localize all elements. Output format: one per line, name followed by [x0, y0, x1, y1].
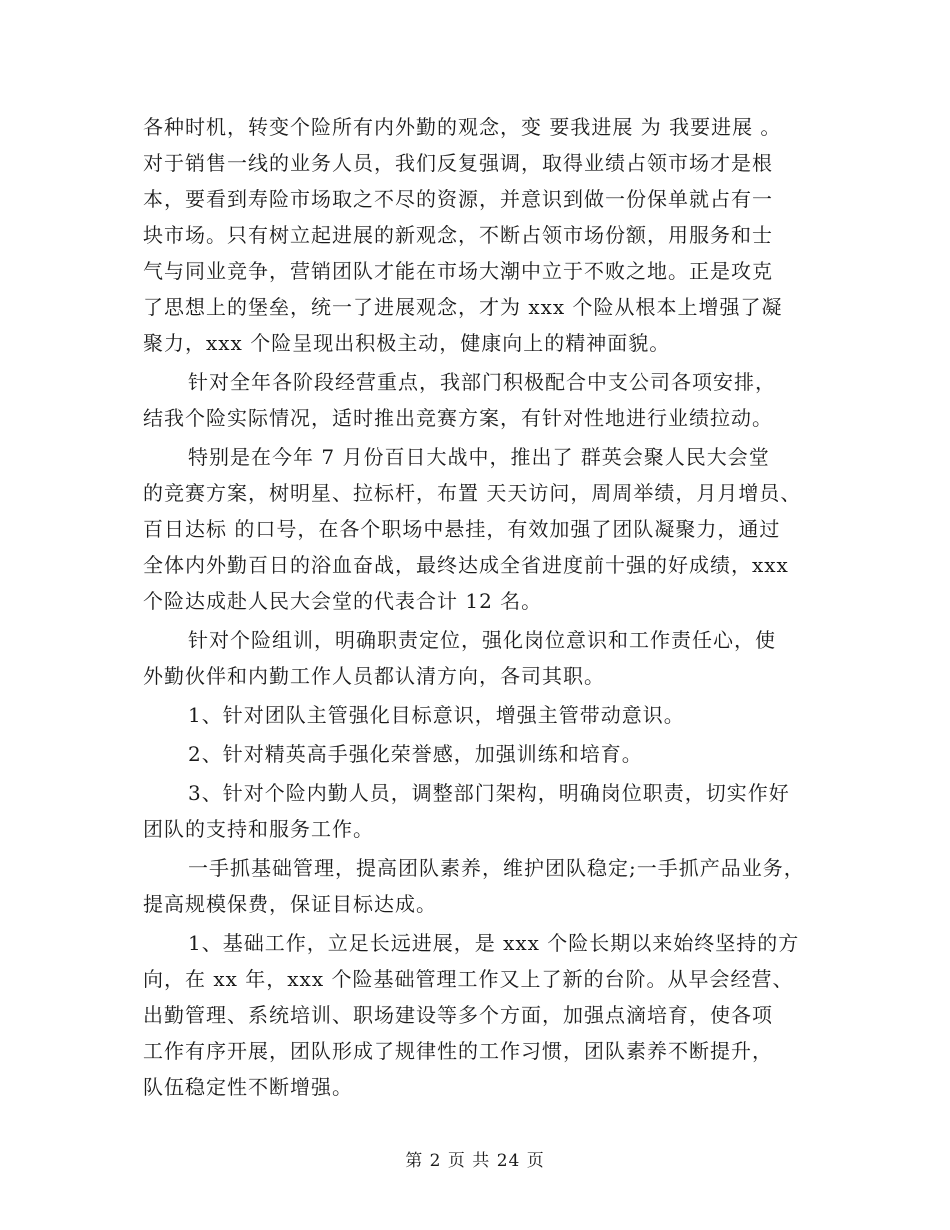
text-line: 出勤管理、系统培训、职场建设等多个方面，加强点滴培育，使各项	[143, 1003, 773, 1027]
text-line: 向，在 xx 年，xxx 个险基础管理工作又上了新的台阶。从早会经营、	[143, 967, 794, 991]
text-line: 提高规模保费，保证目标达成。	[143, 892, 437, 916]
text-line: 百日达标 的口号，在各个职场中悬挂，有效加强了团队凝聚力，通过	[143, 517, 781, 541]
text-line: 了思想上的堡垒，统一了进展观念，才为 xxx 个险从根本上增强了凝	[143, 295, 783, 319]
text-line: 聚力，xxx 个险呈现出积极主动，健康向上的精神面貌。	[143, 331, 671, 355]
text-line: 个险达成赴人民大会堂的代表合计 12 名。	[143, 589, 543, 613]
text-line: 本，要看到寿险市场取之不尽的资源，并意识到做一份保单就占有一	[143, 187, 773, 211]
text-line: 全体内外勤百日的浴血奋战，最终达成全省进度前十强的好成绩，xxx	[143, 553, 789, 577]
text-line: 特别是在今年 7 月份百日大战中，推出了 群英会聚人民大会堂	[188, 445, 770, 469]
text-line: 队伍稳定性不断增强。	[143, 1075, 353, 1099]
text-line: 结我个险实际情况，适时推出竞赛方案，有针对性地进行业绩拉动。	[143, 406, 773, 430]
text-line: 2、针对精英高手强化荣誉感，加强训练和培育。	[188, 742, 643, 766]
text-line: 针对个险组训，明确职责定位，强化岗位意识和工作责任心，使	[188, 628, 776, 652]
text-line: 的竞赛方案，树明星、拉标杆，布置 天天访问，周周举绩，月月增员、	[143, 481, 802, 505]
text-line: 针对全年各阶段经营重点，我部门积极配合中支公司各项安排，	[188, 370, 776, 394]
text-line: 1、基础工作，立足长远进展，是 xxx 个险长期以来始终坚持的方	[188, 931, 800, 955]
text-line: 1、针对团队主管强化目标意识，增强主管带动意识。	[188, 703, 685, 727]
text-line: 工作有序开展，团队形成了规律性的工作习惯，团队素养不断提升，	[143, 1039, 773, 1063]
text-line: 外勤伙伴和内勤工作人员都认清方向，各司其职。	[143, 664, 605, 688]
text-line: 一手抓基础管理，提高团队素养，维护团队稳定;一手抓产品业务，	[188, 856, 805, 880]
page-footer: 第 2 页 共 24 页	[405, 1151, 545, 1171]
text-line: 3、针对个险内勤人员，调整部门架构，明确岗位职责，切实作好	[188, 781, 790, 805]
text-line: 气与同业竞争，营销团队才能在市场大潮中立于不败之地。正是攻克	[143, 259, 773, 283]
text-line: 块市场。只有树立起进展的新观念，不断占领市场份额，用服务和士	[143, 223, 773, 247]
text-line: 各种时机，转变个险所有内外勤的观念，变 要我进展 为 我要进展 。	[143, 115, 782, 139]
text-line: 对于销售一线的业务人员，我们反复强调，取得业绩占领市场才是根	[143, 151, 773, 175]
text-line: 团队的支持和服务工作。	[143, 817, 374, 841]
